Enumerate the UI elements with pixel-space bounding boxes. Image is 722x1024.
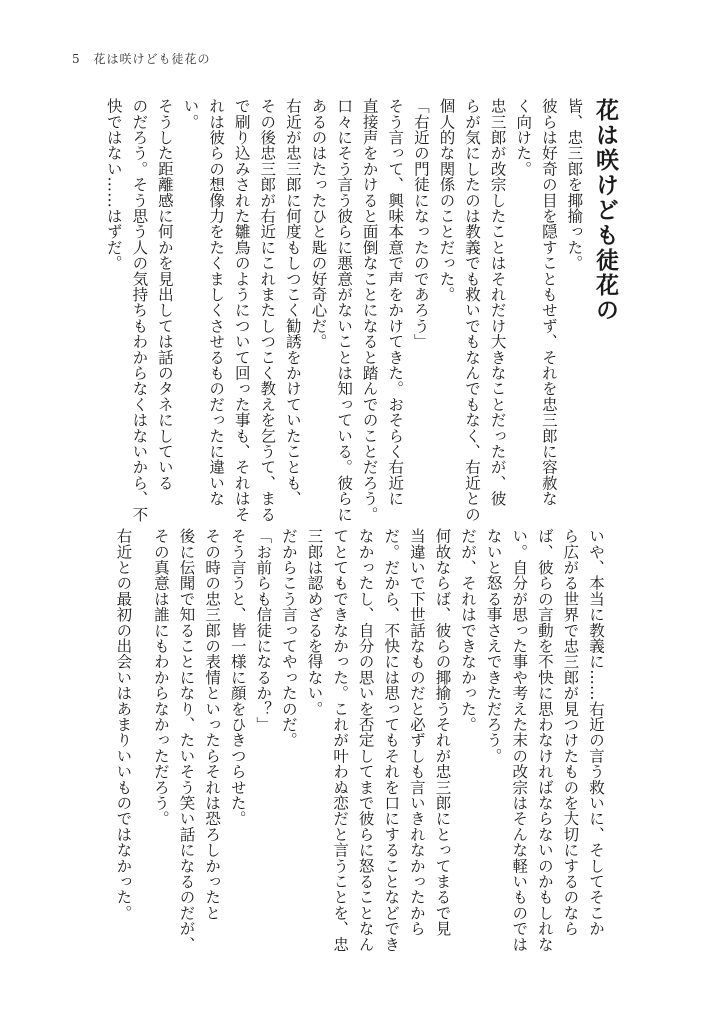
text-line: 忠三郎が改宗したことはそれだけ大きなことだったが、彼 <box>488 98 507 507</box>
text-line: く向けた。 <box>514 98 533 177</box>
text-line: そうした距離感に何かを見出しては話のタネにしている <box>155 98 174 491</box>
text-line: い。自分が思った事や考えた末の改宗はそんな軽いものでは <box>510 528 529 952</box>
text-line: だ。だから、不快には思ってもそれを口にすることなどでき <box>382 528 401 952</box>
text-line: だが、それはできなかった。 <box>459 528 478 733</box>
text-line: ば、彼らの言動を不快に思わなければならないのかもしれな <box>535 528 554 952</box>
text-line: そう言って、興味本意で声をかけてきた。おそらく右近に <box>386 98 405 507</box>
text-line: 三郎は認めざるを得ない。 <box>305 528 324 717</box>
text-line: のだろう。そう思う人の気持ちもわからなくはないから、不 <box>130 98 149 522</box>
text-line: てとてもできなかった。これが叶わぬ恋だと言うことを、忠 <box>331 528 350 952</box>
text-line: その後忠三郎が右近にこれまたしつこく教えを乞うて、まる <box>258 98 277 522</box>
text-line: 後に伝聞で知ることになり、たいそう笑い話になるのだが、 <box>177 528 196 952</box>
text-line: そう言うと、皆一様に顔をひきつらせた。 <box>228 528 247 827</box>
text-line: い。 <box>181 98 200 130</box>
text-line: だからこう言ってやったのだ。 <box>279 528 298 748</box>
text-line: ら広がる世界で忠三郎が見つけたものを大切にするのなら <box>561 528 580 937</box>
text-line: あるのはたったひと匙の好奇心だ。 <box>309 98 328 350</box>
text-line: ないと怒る事さえできただろう。 <box>484 528 503 764</box>
text-line: 快ではない……はずだ。 <box>104 98 123 271</box>
running-header <box>72 50 210 67</box>
blank-line <box>135 528 147 928</box>
upper-text-block <box>100 98 622 522</box>
chapter-title: 花は咲けども徒花の <box>592 98 619 323</box>
text-line: 口々にそう言う彼らに悪意がないことは知っている。彼らに <box>335 98 354 522</box>
text-line: で刷り込みされた雛鳥のようについて回った事も、それはそ <box>232 98 251 522</box>
text-line: 「お前らも信徒になるか？」 <box>254 528 273 733</box>
text-line: 直接声をかけると面倒なことになると踏んでのことだろう。 <box>360 98 379 522</box>
text-line: れは彼らの想像力をたくましくさせるものだったに違いな <box>207 98 226 507</box>
text-line: らが気にしたのは教義でも救いでもなんでもなく、右近との <box>463 98 482 522</box>
text-line: 何故ならば、彼らの揶揄うそれが忠三郎にとってまるで見 <box>433 528 452 937</box>
text-line: 彼らは好奇の目を隠すこともせず、それを忠三郎に容赦な <box>539 98 558 507</box>
text-line: 「右近の門徒になったのであろう」 <box>411 98 430 350</box>
text-line: 当違いで下世話なものだと必ずしも言いきれなかったから <box>407 528 426 937</box>
text-line: 皆、忠三郎を揶揄った。 <box>565 98 584 271</box>
text-line: なかったし、自分の思いを否定してまで彼らに怒ることなん <box>356 528 375 952</box>
text-line: その時の忠三郎の表情といったらそれは恐ろしかったと <box>203 528 222 921</box>
text-line: その真意は誰にもわからなかっただろう。 <box>151 528 170 827</box>
page-number: 5 <box>72 52 81 66</box>
running-title: 花は咲けども徒花の <box>93 52 211 66</box>
lower-text-block <box>110 528 608 952</box>
text-line: 個人的な関係のことだった。 <box>437 98 456 303</box>
text-line: 右近が忠三郎に何度もしつこく勧誘をかけていたことも、 <box>283 98 302 507</box>
text-line: 右近との最初の出会いはあまりいいものではなかった。 <box>114 528 133 921</box>
text-line: いや、本当に教義に……右近の言う救いに、そしてそこか <box>587 528 605 937</box>
